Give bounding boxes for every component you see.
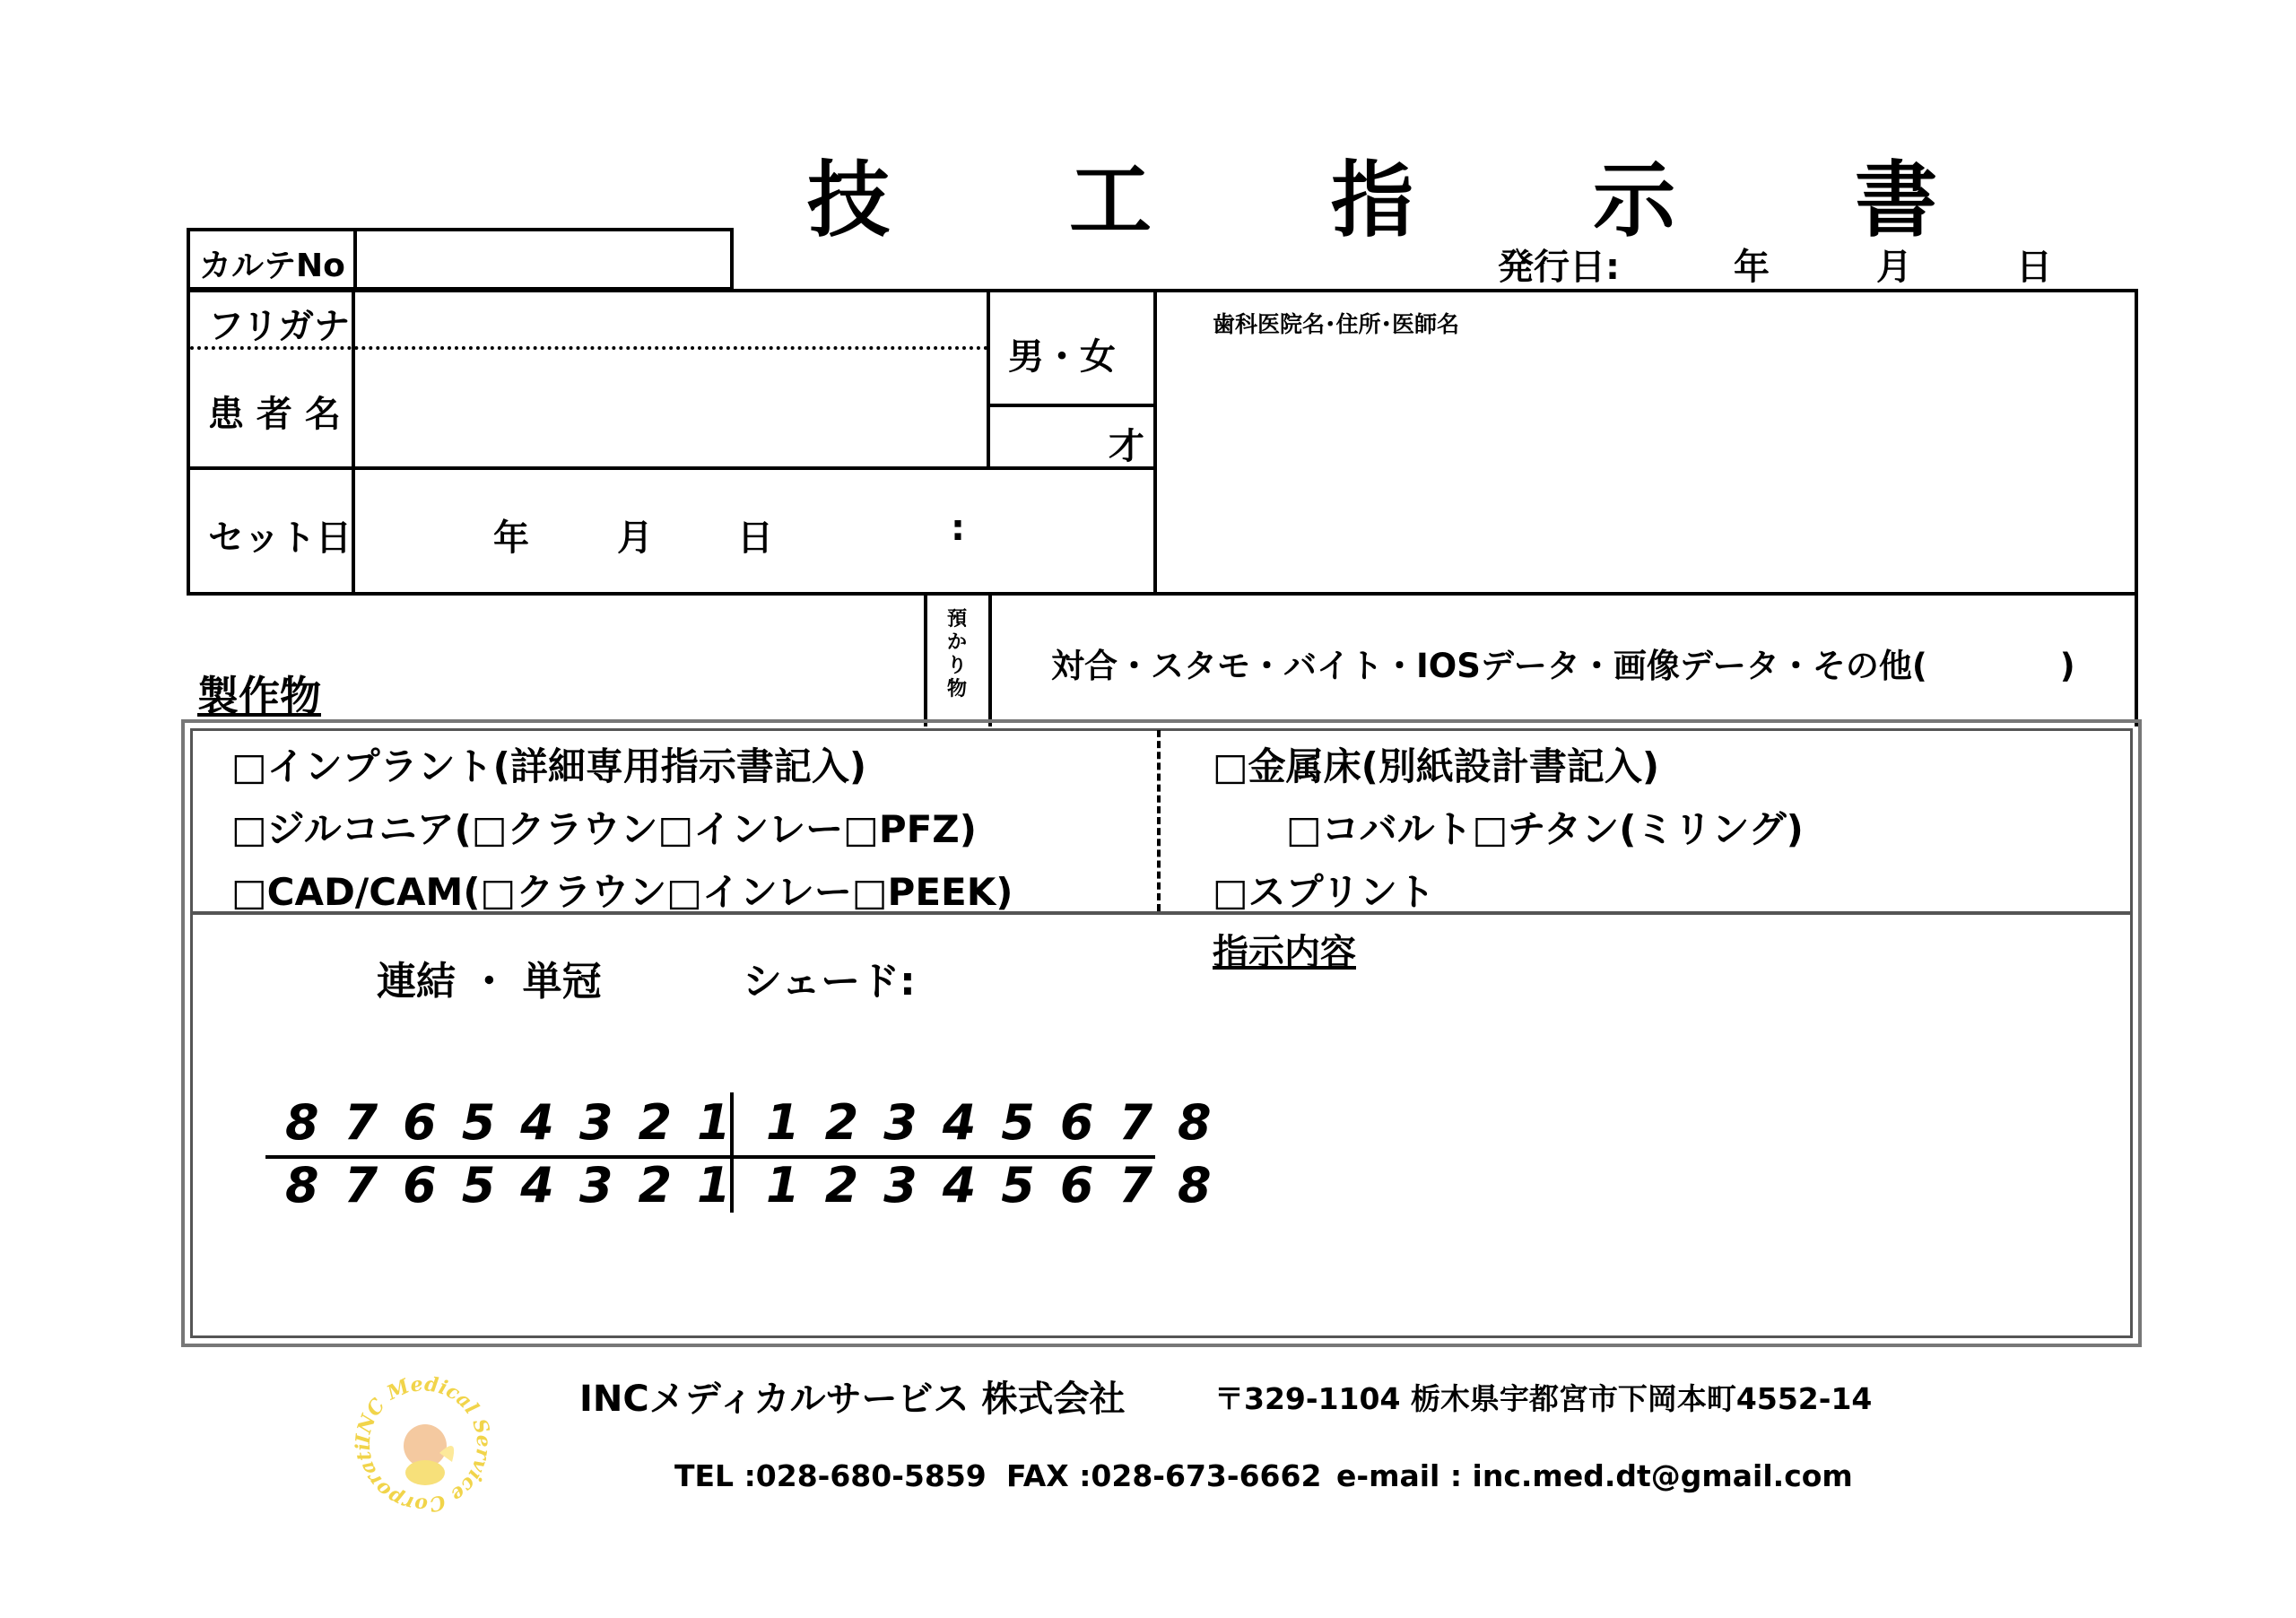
age-label: 才 <box>1109 426 1144 467</box>
deposit-right-line <box>2135 592 2138 726</box>
deposit-left-line <box>924 592 927 726</box>
company-address: 〒329-1104 栃木県宇都宮市下岡本町4552-14 <box>1214 1381 1873 1416</box>
tooth-upper-right-quadrant[interactable]: 87654321 <box>285 1094 756 1151</box>
gender-age-separator <box>987 404 1157 407</box>
logo-cherub-body <box>405 1460 445 1485</box>
shade-label: シェード: <box>743 959 916 1005</box>
set-date-year: 年 <box>493 518 529 559</box>
bridge-single-option[interactable]: 連結 ・ 単冠 <box>377 959 602 1005</box>
deposit-options[interactable]: 対合・スタモ・バイト・IOSデータ・画像データ・その他( ) <box>1051 647 2075 685</box>
furigana-label: フリガナ <box>208 306 350 347</box>
instructions-heading: 指示内容 <box>1213 932 1356 973</box>
form-title: 技 工 指 示 書 <box>807 152 2013 248</box>
company-logo <box>343 1363 504 1525</box>
deposit-label: 預かり物 <box>947 608 968 700</box>
products-column-divider <box>1157 730 1161 911</box>
logo-text: INC Medical Service Corporati <box>351 1372 496 1517</box>
tooth-lower-right-quadrant[interactable]: 87654321 <box>285 1157 756 1214</box>
product-splint[interactable]: □スプリント <box>1213 870 1436 914</box>
issue-date-day: 日 <box>2016 247 2052 288</box>
company-email[interactable]: e-mail : inc.med.dt@gmail.com <box>1336 1458 1853 1493</box>
deposit-divider <box>988 592 992 726</box>
product-zirconia[interactable]: □ジルコニア(□クラウン□インレー□PFZ) <box>231 807 977 851</box>
product-implant[interactable]: □インプラント(詳細専用指示書記入) <box>231 744 867 788</box>
issue-date-label: 発行日: <box>1498 247 1620 288</box>
company-tel: TEL :028-680-5859 <box>674 1458 987 1493</box>
gender-column-divider <box>987 289 990 468</box>
deposit-top-line <box>926 592 2138 596</box>
set-date-time-sep: : <box>951 508 965 549</box>
chart-no-label: カルテNo <box>199 248 345 284</box>
patient-name-label: 患 者 名 <box>208 394 341 435</box>
clinic-label: 歯科医院名･住所･医師名 <box>1213 311 1460 337</box>
product-metal-base[interactable]: □金属床(別紙設計書記入) <box>1213 744 1660 788</box>
issue-date-year: 年 <box>1734 247 1770 288</box>
set-date-separator <box>187 466 1157 470</box>
instructions-area[interactable] <box>1193 978 2117 1327</box>
chart-no-input[interactable] <box>353 228 734 291</box>
product-cobalt-titanium[interactable]: □コバルト□チタン(ミリング) <box>1286 807 1804 851</box>
set-date-day: 日 <box>737 518 773 559</box>
tooth-lower-left-quadrant[interactable]: 12345678 <box>766 1157 1237 1214</box>
set-date-month: 月 <box>617 518 653 559</box>
gender-label[interactable]: 男・女 <box>1008 336 1116 378</box>
furigana-input[interactable] <box>359 292 983 344</box>
issue-date-month: 月 <box>1876 247 1912 288</box>
products-heading: 製作物 <box>197 672 321 720</box>
product-cadcam[interactable]: □CAD/CAM(□クラウン□インレー□PEEK) <box>231 870 1013 914</box>
patient-name-input[interactable] <box>359 352 983 463</box>
tooth-upper-left-quadrant[interactable]: 12345678 <box>766 1094 1237 1151</box>
set-date-label: セット日 <box>208 518 352 559</box>
company-name: INCメディカルサービス 株式会社 <box>579 1379 1126 1420</box>
label-column-divider <box>352 289 355 596</box>
company-fax: FAX :028-673-6662 <box>1006 1458 1322 1493</box>
